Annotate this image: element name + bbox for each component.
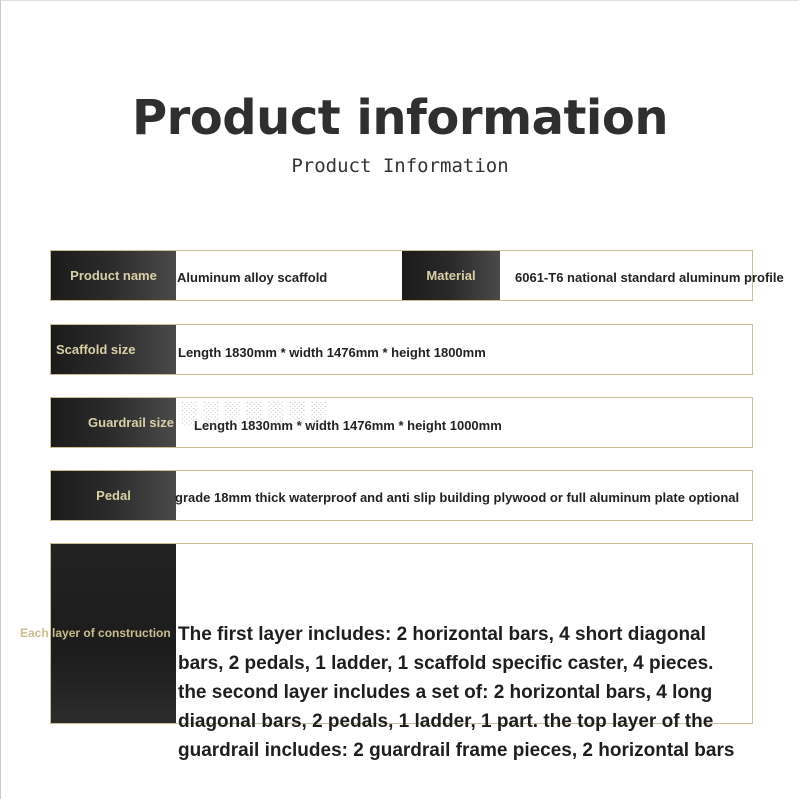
spec-row-product-name xyxy=(50,250,784,301)
construction-label: Each layer of construction xyxy=(20,626,171,640)
construction-value: The first layer includes: 2 horizontal bars, 4 short diagonal bars, 2 pedals, 1 ladder, 1 scaffold specific caster, 4 pieces. the second layer includes a set of: 2 horizontal bars, 4 long diagonal bars, 2 pedals, 1 ladder, 1 part. the top layer of the guardrail includes: 2 guardrail frame pieces, 2 horizontal bars xyxy=(178,624,735,761)
scaffold-size-label: Scaffold size xyxy=(51,325,176,374)
spec-row-guardrail-size xyxy=(50,397,753,448)
scaffold-size-value: Length 1830mm * width 1476mm * height 1800mm xyxy=(178,345,486,360)
page-title: Product information xyxy=(131,90,669,146)
material-label: Material xyxy=(402,251,500,300)
spec-row-scaffold-size xyxy=(50,324,753,375)
product-name-value: Aluminum alloy scaffold xyxy=(177,270,328,285)
guardrail-size-label: Guardrail size xyxy=(51,398,176,447)
pedal-label: Pedal xyxy=(51,471,176,520)
product-name-label: Product name xyxy=(51,251,176,300)
pedal-value: grade 18mm thick waterproof and anti slip building plywood or full aluminum plate optional xyxy=(175,490,740,505)
material-value: 6061-T6 national standard aluminum profile xyxy=(515,270,784,285)
faded-background-text: ░░░░░░░ xyxy=(181,400,333,425)
spec-row-pedal xyxy=(50,470,753,521)
guardrail-size-value: Length 1830mm * width 1476mm * height 1000mm xyxy=(194,418,502,433)
page-subtitle: Product Information xyxy=(291,155,509,177)
